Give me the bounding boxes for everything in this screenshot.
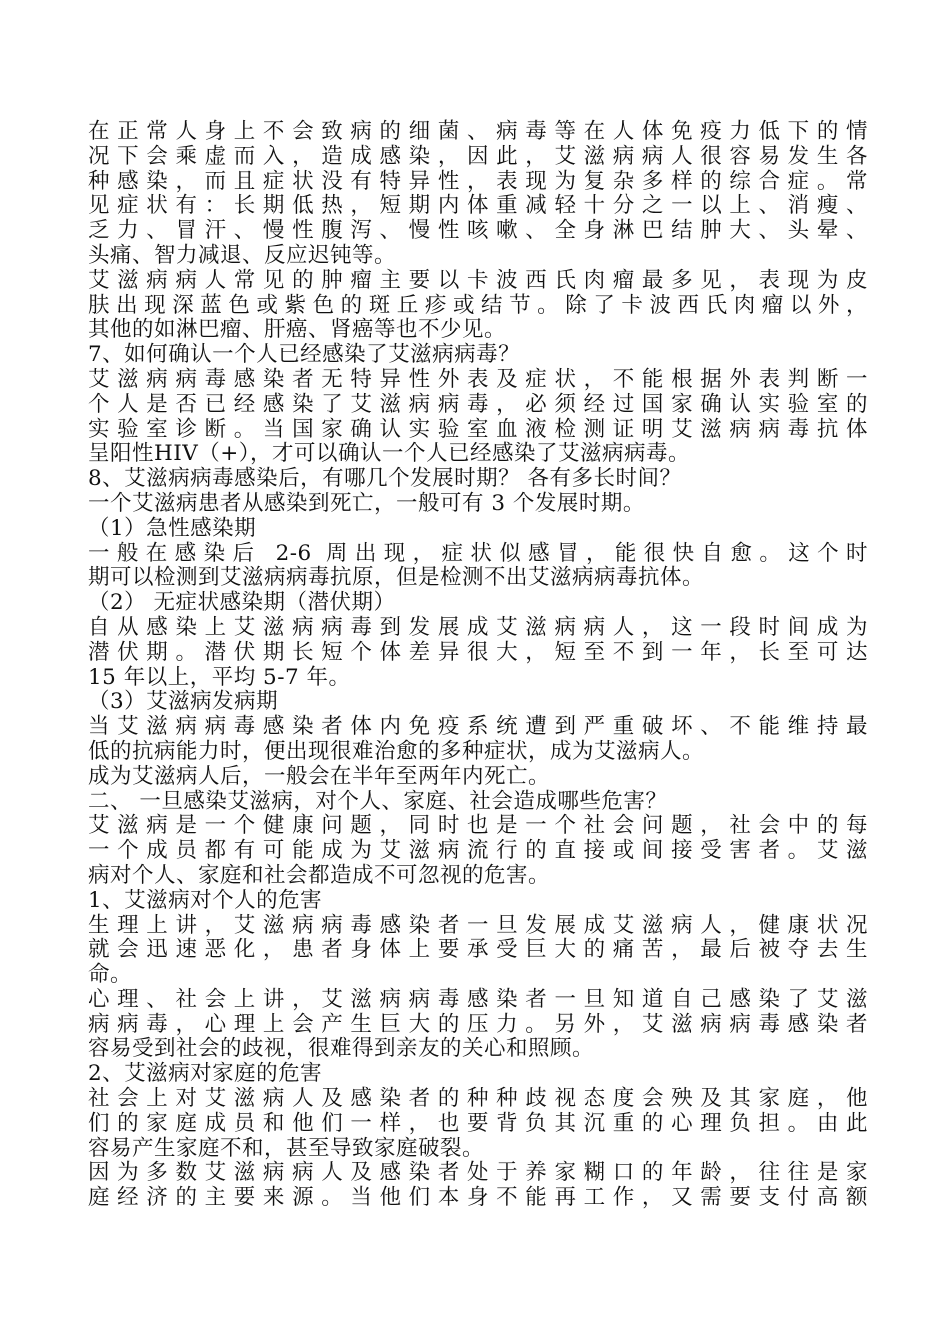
text-line: 期可以检测到艾滋病病毒抗原，但是检测不出艾滋病病毒抗体。 xyxy=(88,565,705,591)
text-line: 心理、社会上讲，艾滋病病毒感染者一旦知道自己感染了艾滋 xyxy=(88,986,868,1012)
text-line: 自从感染上艾滋病病毒到发展成艾滋病病人，这一段时间成为 xyxy=(88,614,868,640)
text-line: 1、艾滋病对个人的危害 xyxy=(88,887,323,913)
text-line: 当艾滋病病毒感染者体内免疫系统遭到严重破坏、不能维持最 xyxy=(88,714,868,740)
text-line: 15 年以上，平均 5-7 年。 xyxy=(88,664,351,690)
text-line: 病病毒，心理上会产生巨大的压力。另外，艾滋病病毒感染者 xyxy=(88,1011,868,1037)
text-line: 病对个人、家庭和社会都造成不可忽视的危害。 xyxy=(88,862,551,888)
text-line: 8、艾滋病病毒感染后，有哪几个发展时期？ 各有多长时间？ xyxy=(88,466,682,492)
text-line: 二、 一旦感染艾滋病，对个人、家庭、社会造成哪些危害？ xyxy=(88,788,668,814)
text-line: 艾滋病是一个健康问题，同时也是一个社会问题，社会中的每 xyxy=(88,813,868,839)
text-line: 一个成员都有可能成为艾滋病流行的直接或间接受害者。艾滋 xyxy=(88,838,868,864)
text-line: 头痛、智力减退、反应迟钝等。 xyxy=(88,242,397,268)
text-line: 容易产生家庭不和，甚至导致家庭破裂。 xyxy=(88,1135,485,1161)
body-text xyxy=(88,120,868,1211)
text-line: （2） 无症状感染期（潜伏期） xyxy=(88,590,396,616)
text-line: 一个艾滋病患者从感染到死亡，一般可有 3 个发展时期。 xyxy=(88,490,645,516)
text-line: 生理上讲，艾滋病病毒感染者一旦发展成艾滋病人，健康状况 xyxy=(88,912,868,938)
text-line: 肤出现深蓝色或紫色的斑丘疹或结节。除了卡波西氏肉瘤以外， xyxy=(88,292,868,318)
text-line: 就会迅速恶化，患者身体上要承受巨大的痛苦，最后被夺去生 xyxy=(88,937,868,963)
text-line: 成为艾滋病人后，一般会在半年至两年内死亡。 xyxy=(88,763,551,789)
text-line: 庭经济的主要来源。当他们本身不能再工作，又需要支付高额 xyxy=(88,1185,868,1211)
text-line: 种感染，而且症状没有特异性，表现为复杂多样的综合症。常 xyxy=(88,168,868,194)
text-line: 其他的如淋巴瘤、肝癌、肾癌等也不少见。 xyxy=(88,317,507,343)
text-line: 个人是否已经感染了艾滋病病毒，必须经过国家确认实验室的 xyxy=(88,391,868,417)
text-line: 艾滋病病人常见的肿瘤主要以卡波西氏肉瘤最多见，表现为皮 xyxy=(88,267,868,293)
text-line: 潜伏期。潜伏期长短个体差异很大，短至不到一年，长至可达 xyxy=(88,639,868,665)
text-line: 社会上对艾滋病人及感染者的种种歧视态度会殃及其家庭，他 xyxy=(88,1086,868,1112)
text-line: （1）急性感染期 xyxy=(88,515,257,541)
text-line: 一般在感染后 2-6 周出现，症状似感冒，能很快自愈。这个时 xyxy=(88,540,868,566)
text-line: 2、艾滋病对家庭的危害 xyxy=(88,1061,323,1087)
text-line: 低的抗病能力时，便出现很难治愈的多种症状，成为艾滋病人。 xyxy=(88,738,705,764)
text-line: 们的家庭成员和他们一样，也要背负其沉重的心理负担。由此 xyxy=(88,1110,868,1136)
text-line: 在正常人身上不会致病的细菌、病毒等在人体免疫力低下的情 xyxy=(88,119,868,144)
text-line: 因为多数艾滋病病人及感染者处于养家糊口的年龄，往往是家 xyxy=(88,1160,868,1186)
text-line: 呈阳性HIV（+），才可以确认一个人已经感染了艾滋病病毒。 xyxy=(88,441,691,467)
text-line: 见症状有：长期低热，短期内体重减轻十分之一以上、消瘦、 xyxy=(88,193,868,219)
text-line: 命。 xyxy=(88,962,133,988)
text-line: （3）艾滋病发病期 xyxy=(88,689,279,715)
text-line: 艾滋病病毒感染者无特异性外表及症状，不能根据外表判断一 xyxy=(88,366,868,392)
text-line: 乏力、冒汗、慢性腹泻、慢性咳嗽、全身淋巴结肿大、头晕、 xyxy=(88,218,868,244)
text-line: 况下会乘虚而入，造成感染，因此，艾滋病病人很容易发生各 xyxy=(88,143,868,169)
text-line: 7、如何确认一个人已经感染了艾滋病病毒？ xyxy=(88,342,521,368)
text-line: 实验室诊断。当国家确认实验室血液检测证明艾滋病病毒抗体 xyxy=(88,416,868,442)
text-line: 容易受到社会的歧视，很难得到亲友的关心和照顾。 xyxy=(88,1036,595,1062)
